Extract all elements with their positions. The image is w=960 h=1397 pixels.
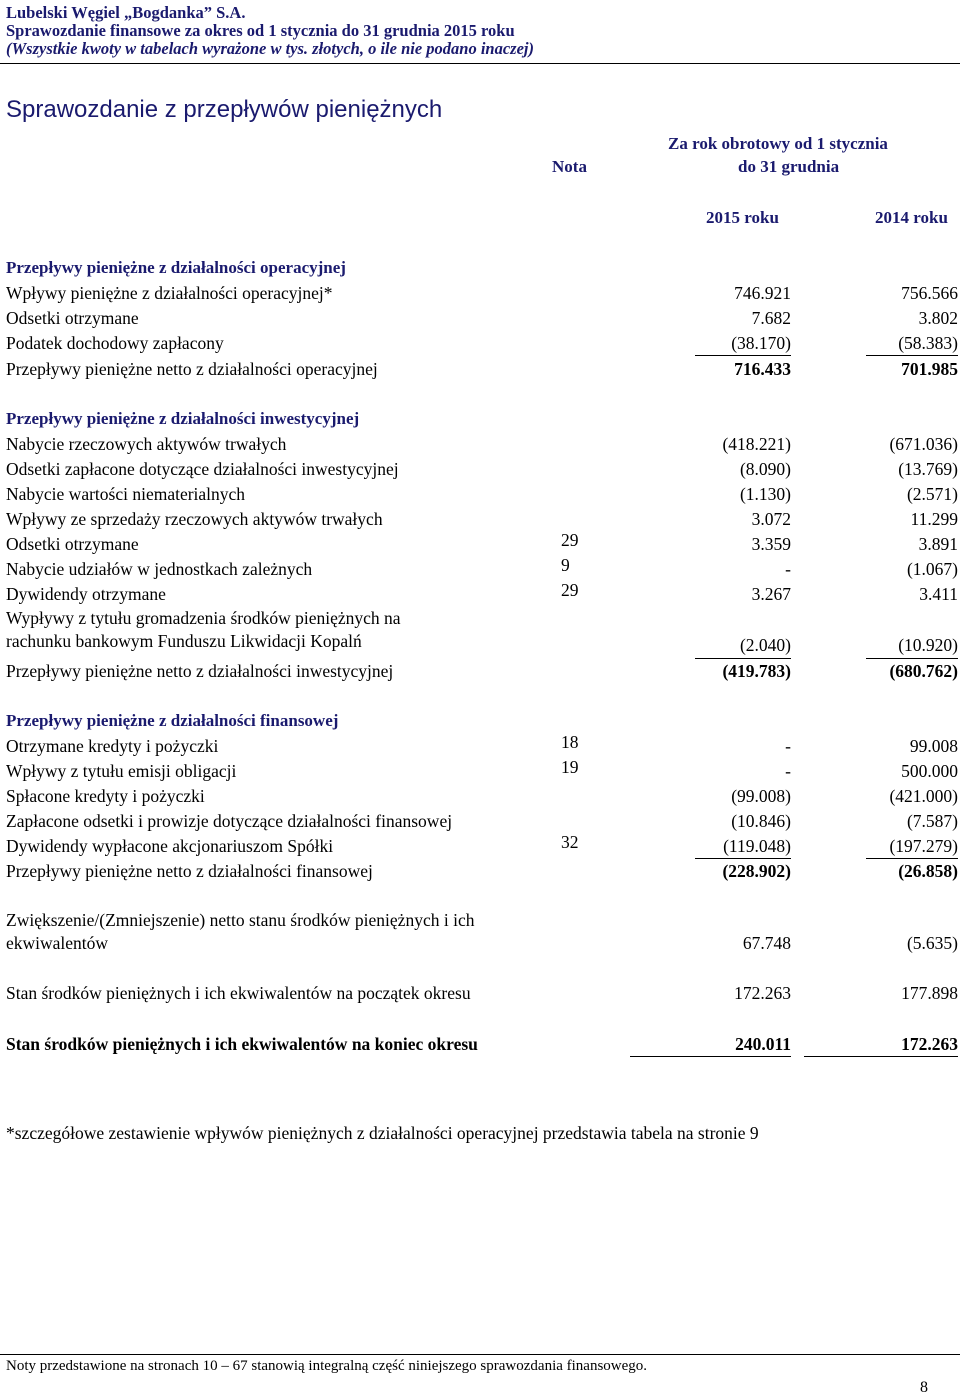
table-row: Zapłacone odsetki i prowizje dotyczące działalności finansowej (10.846) (7.587) — [6, 811, 958, 831]
table-row: Nabycie rzeczowych aktywów trwałych (418.221) (671.036) — [6, 434, 958, 454]
closing-rule-2015 — [630, 1056, 791, 1057]
table-row: Odsetki zapłacone dotyczące działalności inwestycyjnej (8.090) (13.769) — [6, 459, 958, 479]
subtotal-rule-2015 — [695, 858, 791, 859]
table-row: Dywidendy otrzymane 29 3.267 3.411 — [6, 580, 958, 604]
report-period: Sprawozdanie finansowe za okres od 1 stycznia do 31 grudnia 2015 roku — [6, 21, 515, 40]
total-row: Przepływy pieniężne netto z działalności operacyjnej 716.433 701.985 — [6, 359, 958, 379]
footer-divider — [0, 1354, 960, 1355]
table-row: Spłacone kredyty i pożyczki (99.008) (421.000) — [6, 786, 958, 806]
footer-note: Noty przedstawione na stronach 10 – 67 stanowią integralną część niniejszego sprawozdania finansowego. — [6, 1358, 648, 1374]
table-row: Podatek dochodowy zapłacony (38.170) (58.383) — [6, 333, 958, 353]
footnote: *szczegółowe zestawienie wpływów pieniężnych z działalności operacyjnej przedstawia tabela na stronie 9 — [6, 1123, 759, 1143]
company-name: Lubelski Węgiel „Bogdanka” S.A. — [6, 3, 246, 22]
period-header-line1: Za rok obrotowy od 1 stycznia — [668, 134, 888, 153]
units-note: (Wszystkie kwoty w tabelach wyrażone w tys. złotych, o ile nie podano inaczej) — [6, 39, 534, 58]
year-2014-header: 2014 roku — [875, 208, 948, 227]
total-row: Przepływy pieniężne netto z działalności finansowej (228.902) (26.858) — [6, 861, 958, 881]
subtotal-rule-2014 — [866, 355, 958, 356]
table-row: Wpływy ze sprzedaży rzeczowych aktywów trwałych 3.072 11.299 — [6, 509, 958, 529]
table-row: Nabycie udziałów w jednostkach zależnych 9 - (1.067) — [6, 555, 958, 579]
financing-heading: Przepływy pieniężne z działalności finansowej — [6, 711, 339, 730]
page-title: Sprawozdanie z przepływów pieniężnych — [6, 96, 443, 123]
table-row: Otrzymane kredyty i pożyczki 18 - 99.008 — [6, 732, 958, 756]
operating-heading: Przepływy pieniężne z działalności operacyjnej — [6, 258, 346, 277]
year-2015-header: 2015 roku — [706, 208, 779, 227]
opening-balance-row: Stan środków pieniężnych i ich ekwiwalentów na początek okresu 172.263 177.898 — [6, 983, 958, 1003]
closing-rule-2014 — [804, 1056, 958, 1057]
subtotal-rule-2014 — [866, 858, 958, 859]
net-change-label: Zwiększenie/(Zmniejszenie) netto stanu środków pieniężnych i ich ekwiwalentów — [6, 910, 475, 953]
subtotal-rule-2015 — [695, 355, 791, 356]
closing-balance-row: Stan środków pieniężnych i ich ekwiwalentów na koniec okresu 240.011 172.263 — [6, 1034, 958, 1054]
fund-outflow-label: Wypływy z tytułu gromadzenia środków pieniężnych na rachunku bankowym Funduszu Likwidacji Kopalń — [6, 608, 401, 651]
page-number: 8 — [920, 1379, 928, 1396]
table-row: Dywidendy wypłacone akcjonariuszom Spółki 32 (119.048) (197.279) — [6, 832, 958, 856]
header-divider — [0, 63, 960, 64]
period-header-line2: do 31 grudnia — [738, 157, 840, 176]
table-row: (2.040) (10.920) — [739, 635, 958, 655]
table-row: Odsetki otrzymane 29 3.359 3.891 — [6, 530, 958, 554]
subtotal-rule-2014 — [866, 658, 958, 659]
table-row: Nabycie wartości niematerialnych (1.130) (2.571) — [6, 484, 958, 504]
total-row: Przepływy pieniężne netto z działalności inwestycyjnej (419.783) (680.762) — [6, 661, 958, 681]
subtotal-rule-2015 — [695, 658, 791, 659]
table-row: 67.748 (5.635) — [742, 933, 958, 953]
investing-heading: Przepływy pieniężne z działalności inwestycyjnej — [6, 409, 360, 428]
note-column-header: Nota — [552, 157, 587, 176]
table-row: Wpływy pieniężne z działalności operacyjnej* 746.921 756.566 — [6, 283, 958, 303]
table-row: Wpływy z tytułu emisji obligacji 19 - 500.000 — [6, 757, 958, 781]
table-row: Odsetki otrzymane 7.682 3.802 — [6, 308, 958, 328]
